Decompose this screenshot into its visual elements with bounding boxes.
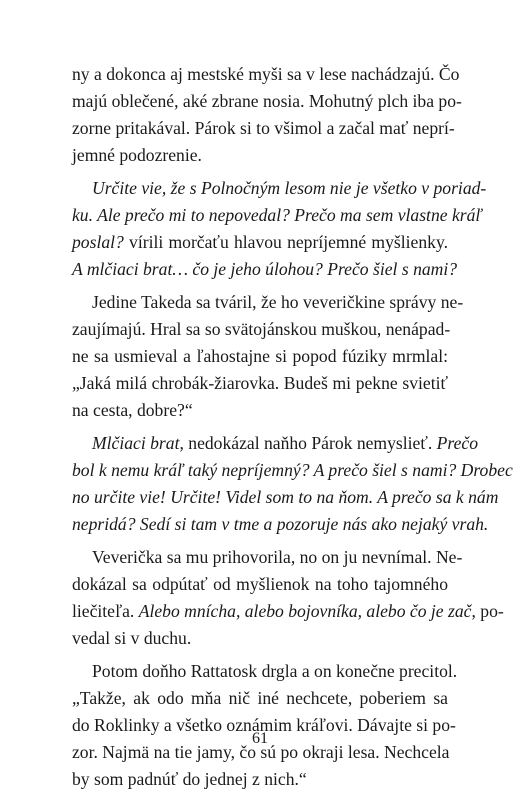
paragraph (72, 544, 504, 652)
italic-text: Určite vie, že s Polnočným lesom nie je všetko v poriad- (92, 178, 487, 198)
text-line (72, 598, 504, 625)
text-segment: Jedine Takeda sa tváril, že ho veveričkine správy ne- (92, 292, 464, 312)
text-line (72, 370, 448, 397)
text-segment: dokázal sa odpútať od myšlienok na toho tajomného (72, 574, 448, 594)
text-segment: , nedokázal naňho Párok nemyslieť. (179, 433, 437, 453)
paragraph (72, 61, 462, 169)
paragraph (72, 430, 513, 538)
text-segment: by som padnúť do jednej z nich.“ (72, 769, 307, 789)
page-number: 61 (252, 730, 268, 747)
text-line (72, 544, 463, 571)
italic-text: ku. Ale prečo mi to nepovedal? Prečo ma sem vlastne kráľ (72, 205, 482, 225)
italic-text: Prečo (436, 433, 479, 453)
text-segment: majú oblečené, aké zbrane nosia. Mohutný plch iba po- (72, 91, 462, 111)
text-segment: zorne pritakával. Párok si to všimol a začal mať neprí- (72, 118, 455, 138)
italic-text: poslal? (72, 232, 124, 252)
text-line (72, 658, 458, 685)
text-line (72, 571, 448, 598)
text-line (72, 397, 448, 424)
italic-text: nepridá? Sedí si tam v tme a pozoruje nás ako nejaký vrah. (72, 514, 489, 534)
text-segment: ne sa usmieval a ľahostajne si popod fúziky mrmlal: (72, 346, 448, 366)
italic-text: A mlčiaci brat… čo je jeho úlohou? Prečo šiel s nami? (72, 259, 458, 279)
text-line (72, 430, 479, 457)
text-line (72, 115, 455, 142)
text-segment: Veverička sa mu prihovorila, no on ju nevnímal. Ne- (92, 547, 463, 567)
text-line (72, 457, 513, 484)
text-line (72, 61, 460, 88)
italic-text: bol k nemu kráľ taký nepríjemný? A prečo šiel s nami? Drobec (72, 460, 513, 480)
text-line (72, 316, 451, 343)
text-line (72, 256, 458, 283)
text-segment: vedal si v duchu. (72, 628, 192, 648)
text-segment: na cesta, dobre?“ (72, 400, 193, 420)
text-line (72, 343, 448, 370)
text-segment: do Roklinky a všetko oznámim kráľovi. Dávajte si po- (72, 715, 456, 735)
text-segment: zor. Najmä na tie jamy, čo sú po okraji lesa. Nechcela (72, 742, 450, 762)
italic-text: Alebo mnícha, alebo bojovníka, alebo čo je zač (138, 601, 472, 621)
text-segment: „Takže, ak odo mňa nič iné nechcete, poberiem sa (72, 688, 448, 708)
body-text (72, 61, 513, 793)
text-segment: jemné podozrenie. (72, 145, 202, 165)
text-segment: Potom doňho Rattatosk drgla a on konečne precitol. (92, 661, 458, 681)
text-line (72, 484, 499, 511)
text-segment: , po- (471, 601, 504, 621)
text-line (72, 685, 448, 712)
italic-text: Mlčiaci brat (92, 433, 180, 453)
text-segment: ny a dokonca aj mestské myši sa v lese nachádzajú. Čo (72, 64, 460, 84)
text-segment: liečiteľa. (72, 601, 139, 621)
paragraph (72, 289, 464, 424)
text-line (72, 175, 487, 202)
text-line (72, 88, 462, 115)
text-line (72, 202, 482, 229)
text-line (72, 766, 448, 793)
text-line (72, 142, 448, 169)
text-line (72, 229, 448, 256)
italic-text: no určite vie! Určite! Videl som to na ňom. A prečo sa k nám (72, 487, 499, 507)
paragraph (72, 658, 458, 793)
text-line (72, 511, 489, 538)
text-segment: vírili morčaťu hlavou nepríjemné myšlienky. (123, 232, 448, 252)
text-segment: „Jaká milá chrobák-žiarovka. Budeš mi pekne svietiť (72, 373, 448, 393)
text-line (72, 289, 464, 316)
text-line (72, 625, 448, 652)
paragraph (72, 175, 487, 283)
text-segment: zaujímajú. Hral sa so svätojánskou muškou, nenápad- (72, 319, 451, 339)
